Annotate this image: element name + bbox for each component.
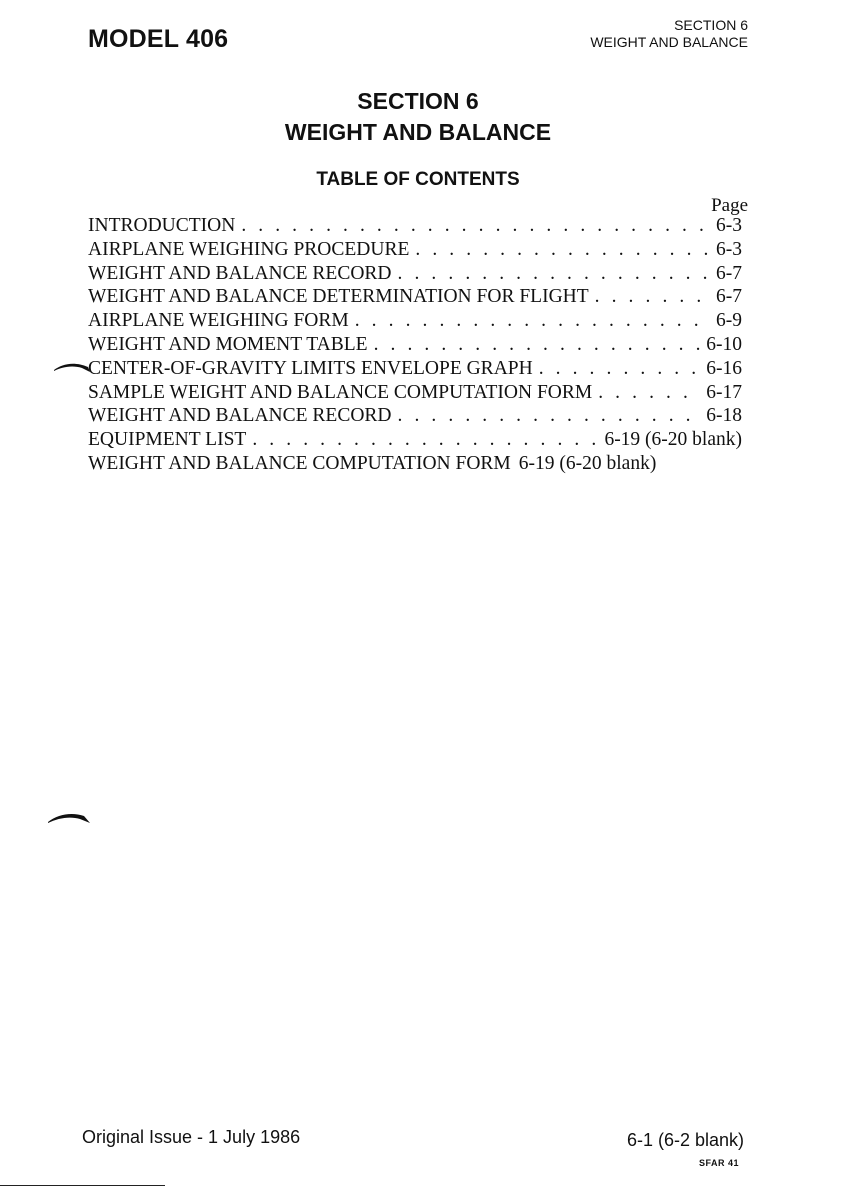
toc-entry-page: 6-3 bbox=[716, 215, 742, 236]
section-title bbox=[0, 86, 836, 148]
toc-entry bbox=[88, 357, 742, 381]
toc-entry-title: WEIGHT AND BALANCE RECORD bbox=[88, 262, 392, 284]
toc-dot-leader bbox=[398, 404, 701, 428]
toc-dot-leader bbox=[252, 428, 598, 452]
toc-entry-page: 6-3 bbox=[716, 238, 742, 260]
table-of-contents bbox=[88, 214, 742, 476]
toc-entry-title: WEIGHT AND BALANCE COMPUTATION FORM bbox=[88, 452, 511, 474]
toc-dot-leader bbox=[415, 238, 710, 262]
toc-dot-leader bbox=[398, 262, 710, 286]
toc-heading: TABLE OF CONTENTS bbox=[316, 169, 520, 190]
toc-dot-leader bbox=[595, 285, 710, 309]
toc-entry-page: 6-19 (6-20 blank) bbox=[604, 429, 742, 451]
model-label: MODEL 406 bbox=[88, 25, 229, 53]
section-title-line1: SECTION 6 bbox=[357, 88, 479, 114]
toc-entry bbox=[88, 309, 742, 333]
toc-dot-leader bbox=[539, 357, 701, 381]
toc-entry-page: 6-17 bbox=[706, 381, 742, 403]
toc-entry-title: SAMPLE WEIGHT AND BALANCE COMPUTATION FORM bbox=[88, 381, 593, 403]
toc-entry bbox=[88, 285, 742, 309]
toc-entry bbox=[88, 333, 742, 357]
regulation-code: SFAR 41 bbox=[698, 1158, 739, 1168]
toc-entry bbox=[88, 452, 742, 476]
toc-entry-title: WEIGHT AND MOMENT TABLE bbox=[88, 333, 368, 355]
toc-dot-leader bbox=[374, 333, 701, 357]
toc-entry-page: 6-9 bbox=[716, 310, 742, 332]
toc-entry bbox=[88, 381, 742, 405]
toc-entry-title: INTRODUCTION bbox=[88, 215, 236, 236]
toc-entry bbox=[88, 262, 742, 286]
toc-entry bbox=[88, 404, 742, 428]
toc-entry-page: 6-19 (6-20 blank) bbox=[518, 452, 657, 474]
toc-entry-title: AIRPLANE WEIGHING FORM bbox=[88, 310, 349, 332]
bottom-rule bbox=[0, 1185, 165, 1186]
toc-dot-leader bbox=[355, 309, 710, 333]
running-header bbox=[590, 17, 748, 51]
toc-dot-leader bbox=[241, 214, 710, 238]
toc-entry bbox=[88, 428, 742, 452]
toc-entry-title: WEIGHT AND BALANCE RECORD bbox=[88, 405, 392, 427]
toc-entry-title: WEIGHT AND BALANCE DETERMINATION FOR FLIGHT bbox=[88, 286, 589, 308]
toc-entry-page: 6-7 bbox=[716, 262, 742, 284]
toc-entry-title: EQUIPMENT LIST bbox=[88, 429, 247, 451]
revision-mark-icon bbox=[46, 810, 92, 826]
page-number: 6-1 (6-2 blank) bbox=[626, 1130, 744, 1150]
page-column-label: Page bbox=[711, 195, 748, 216]
toc-entry-title: CENTER-OF-GRAVITY LIMITS ENVELOPE GRAPH bbox=[88, 357, 533, 379]
revision-mark-icon bbox=[52, 360, 94, 374]
toc-entry-title: AIRPLANE WEIGHING PROCEDURE bbox=[88, 238, 410, 260]
toc-entry-page: 6-10 bbox=[706, 333, 742, 355]
running-header-title: WEIGHT AND BALANCE bbox=[590, 34, 748, 50]
toc-dot-leader bbox=[598, 381, 700, 405]
section-title-line2: WEIGHT AND BALANCE bbox=[284, 119, 552, 145]
issue-date: Original Issue - 1 July 1986 bbox=[82, 1127, 301, 1147]
toc-entry bbox=[88, 214, 742, 238]
running-header-section: SECTION 6 bbox=[674, 17, 748, 33]
toc-entry-page: 6-7 bbox=[716, 286, 742, 308]
toc-entry bbox=[88, 238, 742, 262]
toc-entry-page: 6-18 bbox=[706, 405, 742, 427]
toc-entry-page: 6-16 bbox=[706, 357, 742, 379]
